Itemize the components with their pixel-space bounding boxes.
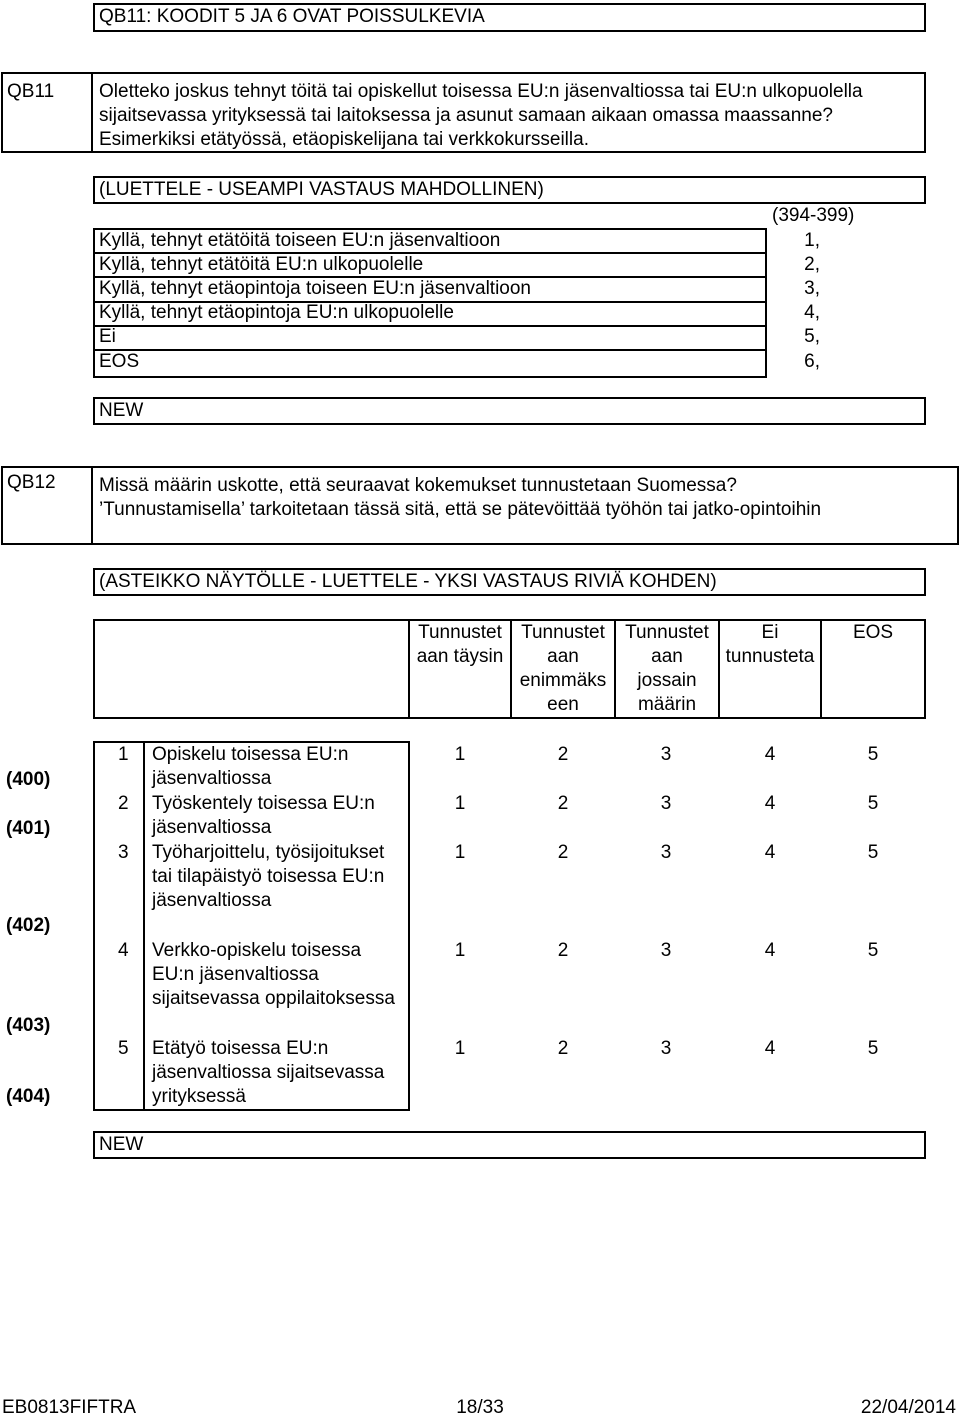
item-number: 1 <box>118 744 129 765</box>
item-text: tai tilapäistyö toisessa EU:n <box>152 866 385 887</box>
qb12-new-label: NEW <box>99 1134 144 1155</box>
item-scale-code[interactable]: 5 <box>867 1038 879 1059</box>
scale-header-text: määrin <box>637 694 697 715</box>
item-scale-code[interactable]: 1 <box>454 940 466 961</box>
item-scale-code[interactable]: 5 <box>867 793 879 814</box>
qb11-question-line: sijaitsevassa yrityksessä tai laitoksessa ja asunut samaan aikaan omassa maassanne? <box>99 105 833 126</box>
scale-header-text: aan täysin <box>416 646 504 667</box>
item-scale-code[interactable]: 2 <box>557 940 569 961</box>
item-text: Etätyö toisessa EU:n <box>152 1038 329 1059</box>
item-scale-code[interactable]: 4 <box>764 793 776 814</box>
qb11-option-label: Kyllä, tehnyt etäopintoja EU:n ulkopuolelle <box>99 302 454 323</box>
footer-code: EB0813FIFTRA <box>2 1397 137 1417</box>
item-scale-code[interactable]: 3 <box>660 940 672 961</box>
item-column-code: (400) <box>6 769 51 790</box>
qb11-instruction: (LUETTELE - USEAMPI VASTAUS MAHDOLLINEN) <box>99 179 544 200</box>
qb11-option-label: Kyllä, tehnyt etätöitä toiseen EU:n jäsenvaltioon <box>99 230 501 251</box>
item-text: yrityksessä <box>152 1086 246 1107</box>
item-scale-code[interactable]: 1 <box>454 744 466 765</box>
item-scale-code[interactable]: 3 <box>660 1038 672 1059</box>
qb11-id: QB11 <box>7 81 55 102</box>
item-number: 5 <box>118 1038 129 1059</box>
item-scale-code[interactable]: 4 <box>764 842 776 863</box>
item-text: Työskentely toisessa EU:n <box>152 793 375 814</box>
qb12-id: QB12 <box>7 472 56 493</box>
qb11-columns: (394-399) <box>772 205 855 226</box>
qb11-divider <box>93 325 767 327</box>
item-scale-code[interactable]: 1 <box>454 793 466 814</box>
item-scale-code[interactable]: 2 <box>557 1038 569 1059</box>
item-text: Opiskelu toisessa EU:n <box>152 744 349 765</box>
item-scale-code[interactable]: 4 <box>764 940 776 961</box>
scale-header-stub <box>93 619 410 719</box>
scale-header-text: jossain <box>637 670 697 691</box>
item-scale-code[interactable]: 1 <box>454 1038 466 1059</box>
item-scale-code[interactable]: 5 <box>867 842 879 863</box>
item-text: jäsenvaltiossa <box>152 817 272 838</box>
item-column-code: (403) <box>6 1015 51 1036</box>
item-text: jäsenvaltiossa sijaitsevassa <box>152 1062 385 1083</box>
scale-header-text: EOS <box>852 622 894 643</box>
footer-page: 18/33 <box>456 1397 504 1417</box>
qb11-option-code: 4, <box>804 302 820 323</box>
scale-header-text: Tunnustet <box>625 622 709 643</box>
item-scale-code[interactable]: 1 <box>454 842 466 863</box>
qb11-question-line: Esimerkiksi etätyössä, etäopiskelijana tai verkkokursseilla. <box>99 129 589 150</box>
scale-header-text: tunnusteta <box>725 646 815 667</box>
item-scale-code[interactable]: 5 <box>867 940 879 961</box>
qb11-option-label: EOS <box>99 351 140 372</box>
item-scale-code[interactable]: 4 <box>764 744 776 765</box>
qb12-question-line: Missä määrin uskotte, että seuraavat kokemukset tunnustetaan Suomessa? <box>99 475 737 496</box>
item-text: sijaitsevassa oppilaitoksessa <box>152 988 395 1009</box>
item-scale-code[interactable]: 3 <box>660 744 672 765</box>
qb11-option-code: 3, <box>804 278 820 299</box>
item-number: 3 <box>118 842 129 863</box>
scale-header-text: Tunnustet <box>418 622 502 643</box>
qb11-new-label: NEW <box>99 400 144 421</box>
item-scale-code[interactable]: 2 <box>557 793 569 814</box>
qb11-divider <box>93 349 767 351</box>
qb12-new-box <box>93 1131 926 1159</box>
item-column-code: (402) <box>6 915 51 936</box>
footer-date: 22/04/2014 <box>860 1397 956 1417</box>
scale-header-text: aan <box>547 646 579 667</box>
item-scale-code[interactable]: 3 <box>660 793 672 814</box>
item-text: EU:n jäsenvaltiossa <box>152 964 319 985</box>
qb11-option-code: 5, <box>804 326 820 347</box>
qb11-option-label: Kyllä, tehnyt etätöitä EU:n ulkopuolelle <box>99 254 424 275</box>
qb12-instruction: (ASTEIKKO NÄYTÖLLE - LUETTELE - YKSI VASTAUS RIVIÄ KOHDEN) <box>99 571 717 592</box>
qb11-option-label: Ei <box>99 326 116 347</box>
item-text: jäsenvaltiossa <box>152 890 272 911</box>
banner-title: QB11: KOODIT 5 JA 6 OVAT POISSULKEVIA <box>99 6 485 27</box>
item-scale-code[interactable]: 2 <box>557 744 569 765</box>
qb11-option-code: 2, <box>804 254 820 275</box>
scale-header-text: aan <box>651 646 683 667</box>
item-column-code: (401) <box>6 818 51 839</box>
qb12-question-line: ’Tunnustamisella’ tarkoitetaan tässä sitä, että se pätevöittää työhön tai jatko-opintoihin <box>99 499 822 520</box>
item-text: Työharjoittelu, työsijoitukset <box>152 842 385 863</box>
item-number: 2 <box>118 793 129 814</box>
qb11-option-label: Kyllä, tehnyt etäopintoja toiseen EU:n jäsenvaltioon <box>99 278 531 299</box>
item-column-code: (404) <box>6 1086 51 1107</box>
item-scale-code[interactable]: 5 <box>867 744 879 765</box>
item-scale-code[interactable]: 2 <box>557 842 569 863</box>
scale-header-text: Tunnustet <box>521 622 605 643</box>
scale-header-text: een <box>547 694 579 715</box>
qb11-new-box <box>93 397 926 425</box>
qb11-question-line: Oletteko joskus tehnyt töitä tai opiskellut toisessa EU:n jäsenvaltiossa tai EU:n ulkopuolella <box>99 81 863 102</box>
item-text: jäsenvaltiossa <box>152 768 272 789</box>
item-text: Verkko-opiskelu toisessa <box>152 940 362 961</box>
item-scale-code[interactable]: 4 <box>764 1038 776 1059</box>
item-number: 4 <box>118 940 129 961</box>
scale-header-text: Ei <box>761 622 779 643</box>
item-scale-code[interactable]: 3 <box>660 842 672 863</box>
qb11-option-code: 1, <box>804 230 820 251</box>
scale-header-text: enimmäks <box>519 670 607 691</box>
qb11-option-code: 6, <box>804 351 820 372</box>
